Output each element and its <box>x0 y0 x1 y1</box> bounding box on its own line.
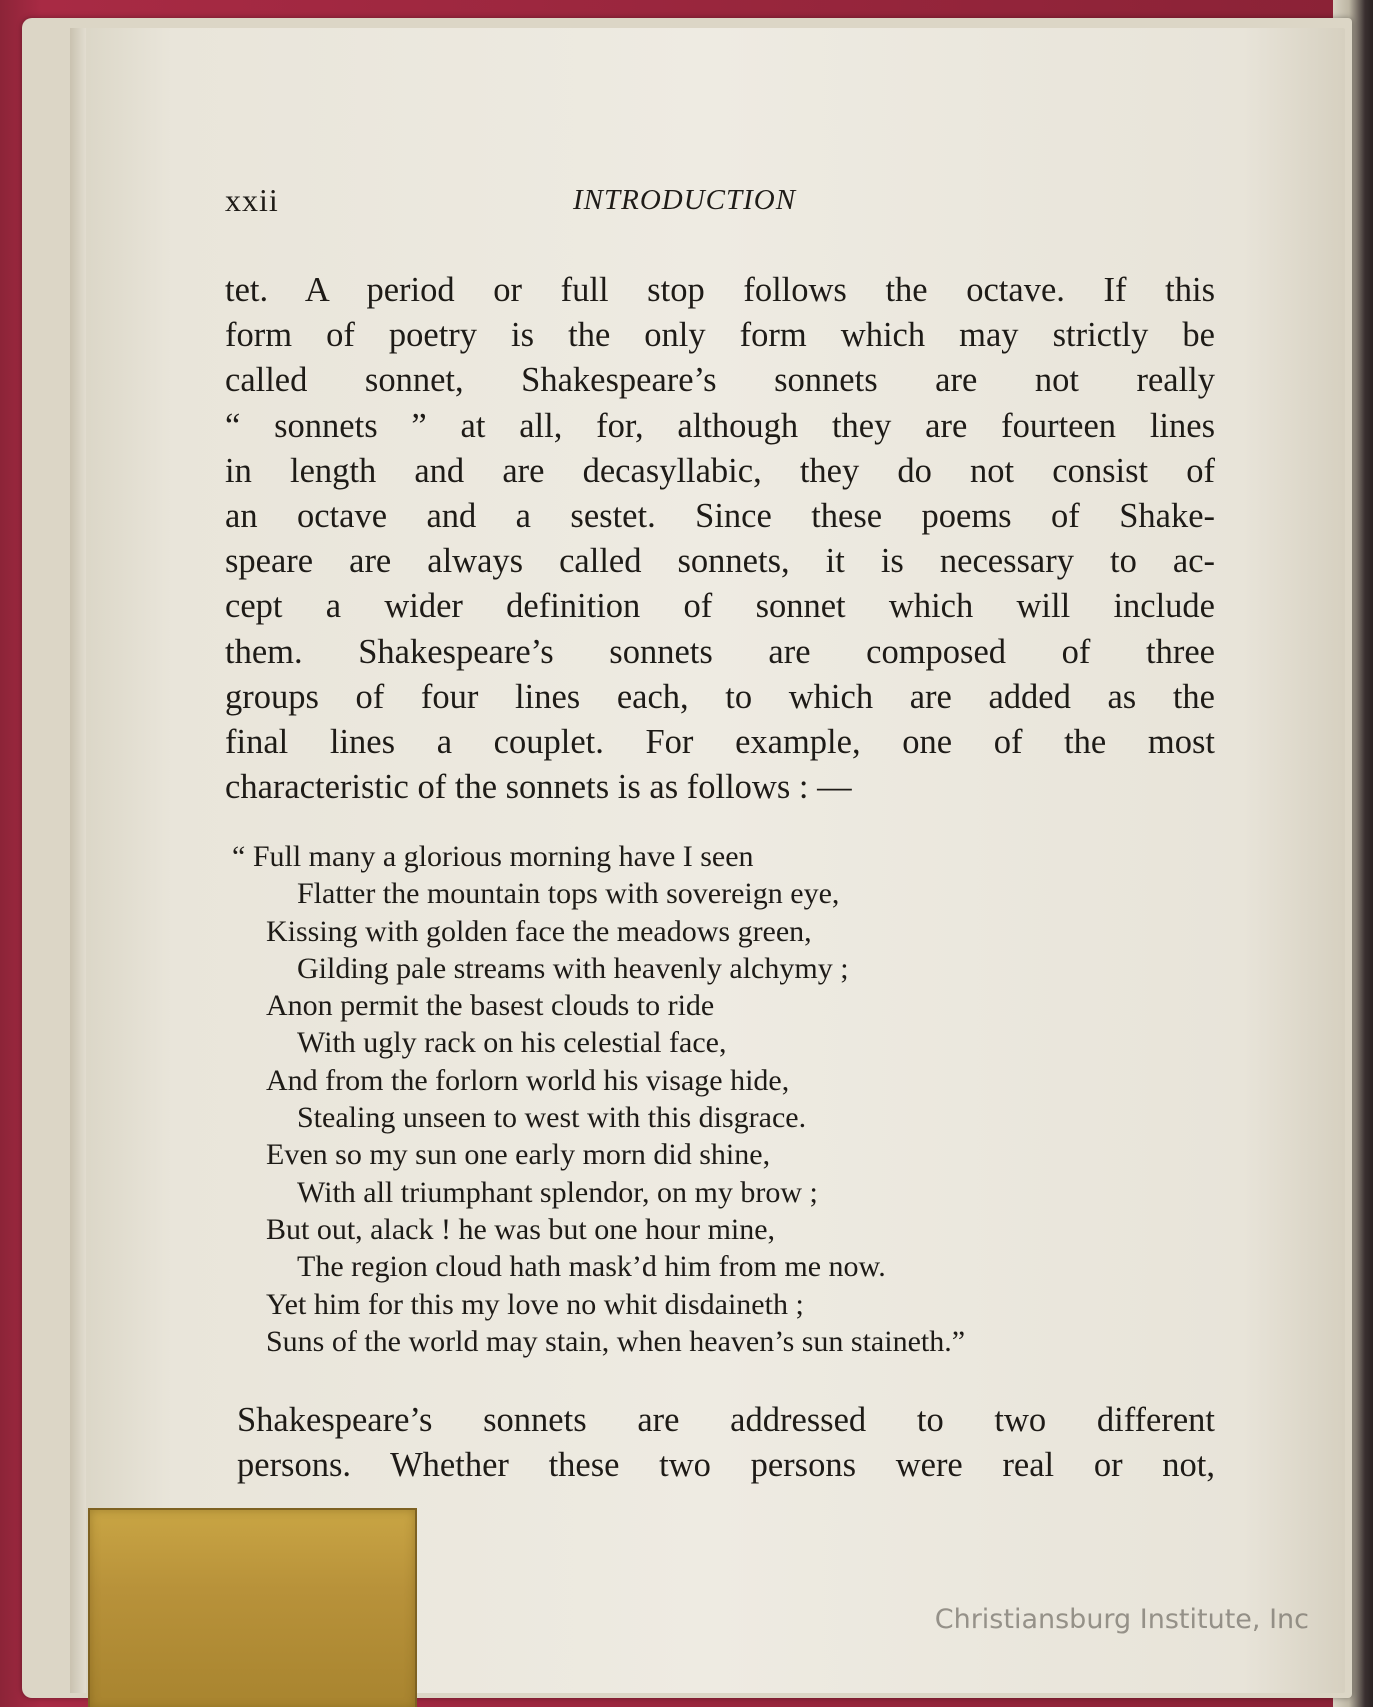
prose-block-2 <box>237 1398 1215 1488</box>
prose-line: cept a wider definition of sonnet which will include <box>225 587 1215 626</box>
poem-line: And from the forlorn world his visage hide, <box>266 1063 790 1097</box>
page-header <box>225 182 1215 222</box>
prose-block-1 <box>225 268 1215 810</box>
poem-line: “ Full many a glorious morning have I seen <box>232 840 754 873</box>
prose-line: tet. A period or full stop follows the octave. If this <box>225 271 1215 309</box>
running-title: INTRODUCTION <box>573 184 797 216</box>
prose-line: Shakespeare’s sonnets are addressed to two different <box>237 1401 1215 1439</box>
poem-line: The region cloud hath mask’d him from me now. <box>297 1250 886 1284</box>
poem-line: Gilding pale streams with heavenly alchymy ; <box>297 951 849 985</box>
bookmark-tab <box>88 1508 417 1707</box>
poem-line: Flatter the mountain tops with sovereign eye, <box>297 877 840 911</box>
prose-line: them. Shakespeare’s sonnets are composed of three <box>225 632 1215 671</box>
prose-line: characteristic of the sonnets is as follows : — <box>225 768 852 807</box>
prose-line: groups of four lines each, to which are added as the <box>225 677 1215 716</box>
page-gutter <box>70 28 86 1693</box>
poem-line: But out, alack ! he was but one hour mine, <box>266 1212 776 1246</box>
poem-line: Even so my sun one early morn did shine, <box>266 1138 771 1172</box>
page-number: xxii <box>225 182 279 218</box>
prose-line: persons. Whether these two persons were real or not, <box>237 1446 1215 1485</box>
poem-line: With all triumphant splendor, on my brow ; <box>297 1175 818 1209</box>
sonnet-quote <box>232 838 1192 1360</box>
poem-line: Suns of the world may stain, when heaven’s sun staineth.” <box>266 1324 966 1358</box>
prose-line: form of poetry is the only form which may strictly be <box>225 316 1215 355</box>
prose-line: called sonnet, Shakespeare’s sonnets are not really <box>225 361 1215 400</box>
prose-line: speare are always called sonnets, it is necessary to ac- <box>225 542 1215 581</box>
prose-line: in length and are decasyllabic, they do not consist of <box>225 451 1215 490</box>
watermark: Christiansburg Institute, Inc <box>934 1604 1309 1635</box>
prose-line: final lines a couplet. For example, one of the most <box>225 723 1215 762</box>
poem-line: Stealing unseen to west with this disgrace. <box>297 1101 807 1135</box>
prose-line: “ sonnets ” at all, for, although they are fourteen lines <box>225 406 1215 445</box>
poem-line: Yet him for this my love no whit disdaineth ; <box>266 1287 804 1321</box>
poem-line: Kissing with golden face the meadows green, <box>266 914 812 948</box>
prose-line: an octave and a sestet. Since these poems of Shake- <box>225 497 1215 536</box>
poem-line: With ugly rack on his celestial face, <box>297 1026 727 1060</box>
poem-line: Anon permit the basest clouds to ride <box>266 989 715 1023</box>
